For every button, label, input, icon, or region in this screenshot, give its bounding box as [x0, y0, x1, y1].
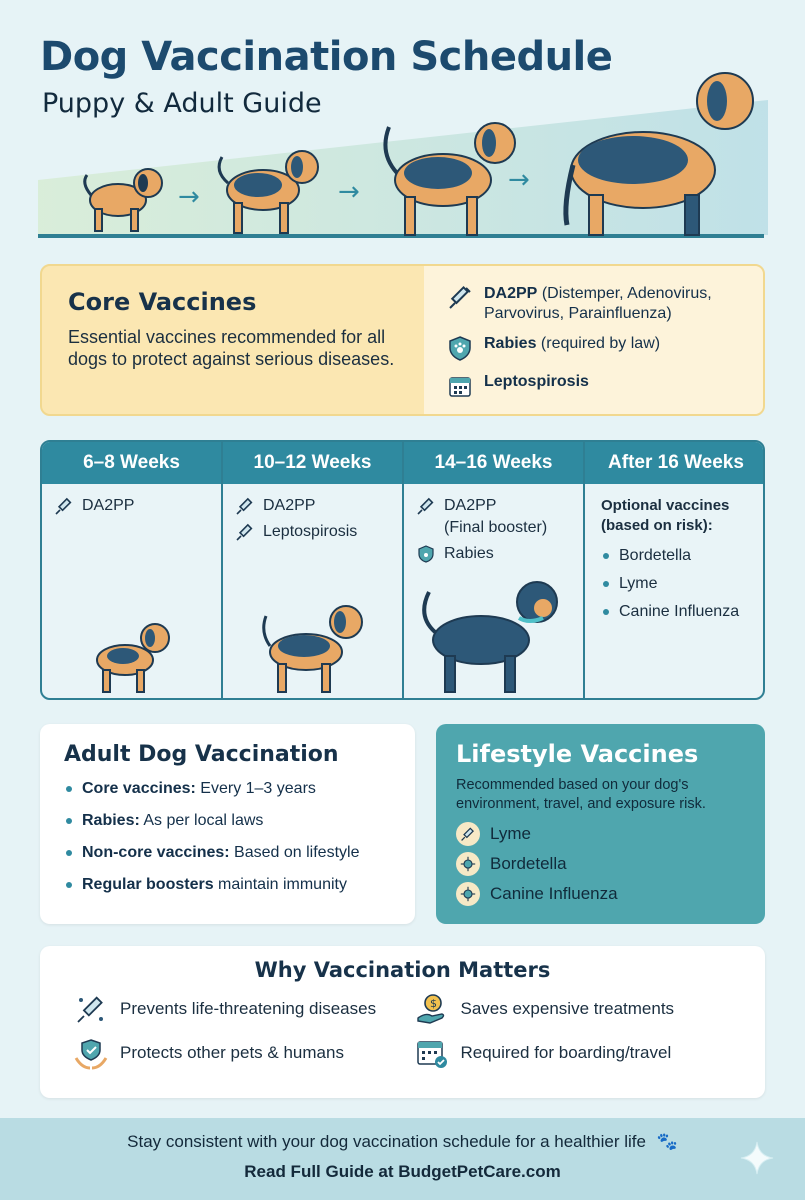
- list-item: [64, 843, 391, 863]
- schedule-column: [404, 442, 585, 698]
- shield-hands-icon: [74, 1036, 108, 1070]
- lifestyle-vaccines-card: [436, 724, 765, 924]
- shield-paw-icon: [416, 544, 436, 564]
- adult-vaccination-list: [64, 779, 391, 895]
- syringe-icon: [54, 496, 74, 516]
- list-item: [64, 779, 391, 799]
- schedule-item-label: Leptospirosis: [263, 523, 358, 540]
- core-vaccines-list: [424, 266, 765, 414]
- page-title: Dog Vaccination Schedule: [40, 34, 613, 80]
- paw-prints-icon: 🐾: [656, 1132, 678, 1151]
- lifestyle-vaccines-description: Recommended based on your dog's environment, travel, and exposure risk.: [456, 777, 706, 812]
- why-item-label: Prevents life-threatening diseases: [120, 999, 377, 1018]
- core-vaccine-name: Leptospirosis: [484, 373, 589, 390]
- lifestyle-vaccine-item: [456, 822, 745, 846]
- syringe-icon: [456, 822, 480, 846]
- why-vaccination-title: Why Vaccination Matters: [254, 958, 551, 982]
- svg-text:$: $: [429, 997, 437, 1010]
- dog-adult-icon: [419, 576, 569, 696]
- puppy-icon: [87, 616, 177, 696]
- virus-icon: [456, 852, 480, 876]
- calendar-icon: [446, 372, 474, 400]
- core-vaccine-item: [446, 334, 745, 362]
- vaccination-schedule-table: [40, 440, 765, 700]
- lifestyle-vaccine-item: [456, 852, 745, 876]
- svg-text:→: →: [508, 165, 530, 195]
- why-item: [415, 992, 746, 1026]
- list-item-bold: Non-core vaccines:: [82, 844, 230, 861]
- why-item-label: Required for boarding/travel: [460, 1043, 672, 1062]
- core-vaccines-title: Core Vaccines: [68, 288, 257, 316]
- core-vaccine-detail: (Distemper, Adenovirus, Parvovirus, Parainfluenza): [484, 285, 712, 322]
- schedule-column-heading: 6–8 Weeks: [42, 442, 221, 484]
- list-item-text: Based on lifestyle: [229, 844, 360, 861]
- schedule-column-heading: 10–12 Weeks: [223, 442, 402, 484]
- schedule-column-heading: 14–16 Weeks: [404, 442, 583, 484]
- core-vaccine-name: DA2PP: [484, 285, 538, 302]
- core-vaccine-item: [446, 284, 745, 324]
- schedule-column: [585, 442, 765, 698]
- core-vaccine-item: [446, 372, 745, 400]
- core-vaccines-description: Essential vaccines recommended for all dogs to protect against serious diseases.: [68, 327, 395, 369]
- why-item: [74, 1036, 405, 1070]
- adult-vaccination-title: Adult Dog Vaccination: [64, 742, 339, 767]
- schedule-item: [54, 496, 209, 516]
- shield-paw-icon: [446, 334, 474, 362]
- core-vaccines-panel: [40, 264, 765, 416]
- why-item: [74, 992, 405, 1026]
- list-item: [64, 875, 391, 895]
- schedule-item-label: DA2PP: [444, 497, 497, 514]
- list-item: Bordetella: [597, 546, 755, 566]
- schedule-item-label: DA2PP: [82, 497, 135, 514]
- list-item: Canine Influenza: [597, 602, 755, 622]
- schedule-item: [235, 496, 390, 516]
- optional-vaccines-list: [597, 546, 755, 622]
- lifestyle-vaccine-item: [456, 882, 745, 906]
- core-vaccine-name: Rabies: [484, 335, 537, 352]
- sparkle-icon: [739, 1140, 775, 1176]
- syringe-icon: [446, 284, 474, 312]
- schedule-item-label: DA2PP: [263, 497, 316, 514]
- dog-young-icon: [258, 596, 368, 696]
- page-subtitle: Puppy & Adult Guide: [42, 88, 322, 119]
- money-hand-icon: [415, 992, 449, 1026]
- core-vaccines-intro: [42, 266, 424, 414]
- list-item-bold: Rabies:: [82, 812, 140, 829]
- schedule-column: [42, 442, 223, 698]
- syringe-icon: [235, 496, 255, 516]
- virus-icon: [456, 882, 480, 906]
- list-item-bold: Core vaccines:: [82, 780, 196, 797]
- list-item: [64, 811, 391, 831]
- footer: [0, 1118, 805, 1200]
- why-vaccination-card: [40, 946, 765, 1098]
- why-item: [415, 1036, 746, 1070]
- why-item-label: Saves expensive treatments: [460, 999, 675, 1018]
- list-item: Lyme: [597, 574, 755, 594]
- schedule-item: [416, 544, 571, 564]
- list-item-text: As per local laws: [139, 812, 264, 829]
- why-item-label: Protects other pets & humans: [120, 1043, 344, 1062]
- list-item-bold: Regular boosters: [82, 876, 214, 893]
- footer-link[interactable]: Read Full Guide at BudgetPetCare.com: [244, 1162, 561, 1181]
- lifestyle-vaccine-label: Lyme: [490, 824, 531, 843]
- lifestyle-vaccine-label: Canine Influenza: [490, 884, 618, 903]
- syringe-icon: [416, 496, 436, 516]
- svg-text:→: →: [178, 182, 200, 212]
- calendar-check-icon: [415, 1036, 449, 1070]
- schedule-item: [416, 496, 571, 516]
- adult-vaccination-card: [40, 724, 415, 924]
- schedule-item-note: [416, 518, 571, 538]
- lifestyle-vaccine-label: Bordetella: [490, 854, 567, 873]
- syringe-icon: [235, 522, 255, 542]
- schedule-item: [235, 522, 390, 542]
- footer-message-text: Stay consistent with your dog vaccination schedule for a healthier life: [127, 1132, 646, 1151]
- schedule-item-label: Rabies: [444, 545, 494, 562]
- core-vaccine-detail: (required by law): [540, 335, 661, 352]
- optional-vaccines-title: Optional vaccines (based on risk):: [601, 497, 730, 534]
- list-item-text: Every 1–3 years: [195, 780, 316, 797]
- schedule-item-label: (Final booster): [444, 519, 548, 536]
- footer-message: [0, 1132, 805, 1152]
- syringe-paw-icon: [74, 992, 108, 1026]
- lifestyle-vaccines-title: Lifestyle Vaccines: [456, 740, 699, 768]
- schedule-column-heading: After 16 Weeks: [585, 442, 765, 484]
- schedule-column: [223, 442, 404, 698]
- svg-text:→: →: [338, 177, 360, 207]
- list-item-text: maintain immunity: [213, 876, 347, 893]
